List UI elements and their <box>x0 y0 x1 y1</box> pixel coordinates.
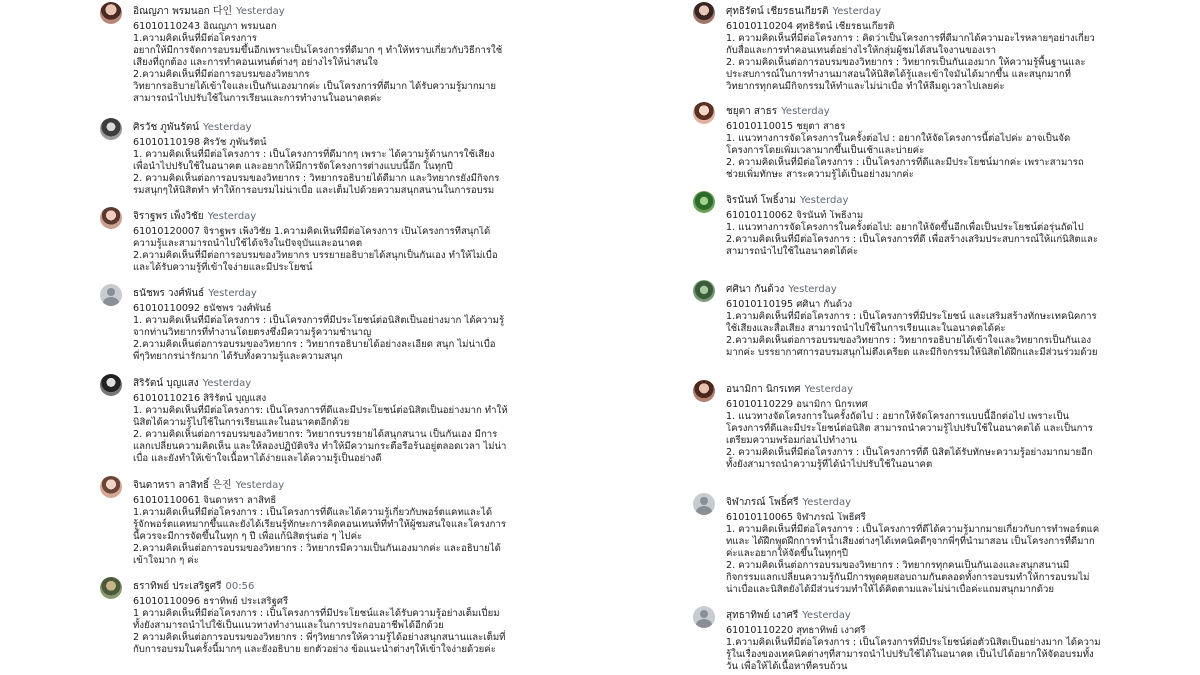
user-avatar[interactable] <box>693 102 715 124</box>
comment-time[interactable]: Yesterday <box>236 6 285 17</box>
comment-time[interactable]: Yesterday <box>207 211 257 222</box>
comment-author[interactable]: สิริรัตน์ บุญแสง <box>133 378 199 389</box>
comment-author[interactable]: ศศินา กันด้วง <box>726 284 785 295</box>
comment-time[interactable]: Yesterday <box>788 284 837 295</box>
comment-time[interactable]: Yesterday <box>208 288 257 299</box>
comment-author[interactable]: จิรนันท์ โพธิ์งาม <box>726 195 796 206</box>
comment-text: 61010110015 ชยุตา สาธร 1. แนวทางการจัดโครงการในครั้งต่อไป : อยากให้จัดโครงการนี้ต่อไปค่ะ อาจเป็นจัดโครงการโดยเพิ่มเวลามากขึ้นเป็นเช้าและบ่ายค่ะ 2. ความคิดเห็นที่มีต่อโครงการ : เป็นโครงการที่ดีและมีประโยชน์มากค่ะ เพราะสามารถช่วยเพิ่มทักษะ สาระความรู้ได้เป็นอย่างมากค่ะ <box>726 121 1084 180</box>
user-avatar[interactable] <box>100 577 122 599</box>
user-avatar[interactable] <box>100 2 122 24</box>
comment-text: 61010110216 สิริรัตน์ บุญแสง 1. ความคิดเห็นที่มีต่อโครงการ: เป็นโครงการที่ดีและมีประโยชน์ต่อนิสิตเป็นอย่างมาก ทำให้นิสิตได้ความรู้ไปใช้ในการเรียนและในอนาคตอีกด้วย 2. ความคิดเห็นต่อการอบรมของวิทยากร: วิทยากรบรรยายได้สนุกสนาน เป็นกันเอง มีการแลกเปลี่ยนความคิดเห็น และให้ลองปฏิบัติจริง ทำให้มีความกระตือรือร้นอยู่ตลอดเวลา ไม่น่าเบื่อ และยังทำให้เข้าใจเนื้อหาได้ง่ายและได้ความรู้เป็นอย่างดี <box>133 393 508 464</box>
comment-time[interactable]: Yesterday <box>203 122 252 133</box>
user-avatar[interactable] <box>693 280 715 302</box>
user-avatar[interactable] <box>693 191 715 213</box>
comment-author[interactable]: จิราฐพร เพ็งวิชัย <box>133 211 204 222</box>
comment-author[interactable]: ธราทิพย์ ประเสริฐศรี <box>133 581 222 592</box>
comment-time[interactable]: 00:56 <box>225 581 255 592</box>
comment-author[interactable]: ศิรวัช ภูพันรัตน์ <box>133 122 200 133</box>
comment-text: 61010110229 อนามิกา นิกรเทศ 1. แนวทางจัดโครงการในครั้งถัดไป : อยากให้จัดโครงการแบบนี้อีกต่อไป เพราะเป็นโครงการที่ดีและมีประโยชน์ต่อนิสิต สามารถนำความรู้ไปปรับใช้ในอนาคตได้ และเป็นการเตรียมความพร้อมก่อนไปทำงาน 2. ความคิดเห็นที่มีต่อโครงการ : เป็นโครงการที่ดี นิสิตได้รับทักษะความรู้อย่างมากมายอีกทั้งยังสามารถนำความรู้ที่ได้นำไปปรับใช้ในอนาคต <box>726 399 1093 470</box>
comment-author[interactable]: จินดาหรา ลาสิทธิ์ 은진 <box>133 480 232 491</box>
comment-text: 61010110096 ธราทิพย์ ประเสริฐศรี 1 ความคิดเห็นที่มีต่อโครงการ : เป็นโครงการที่มีประโยชน์และได้รับความรู้อย่างเต็มเปี่ยม ทั้งยังสามารถนำไปใช้เป็นแนวทางทำงานและในการประกอบอาชีพได้อีกด้วย 2 ความคิดเห็นต่อการอบรมของวิทยากร : พี่ๆวิทยากรให้ความรู้ได้อย่างสนุกสนานและเต็มที่กับการอบรมในครั้งนี้มากๆ และยังอธิบาย ยกตัวอย่าง ข้อแนะนำต่างๆให้เข้าใจง่ายด้วยค่ะ <box>133 596 506 655</box>
comment-time[interactable]: Yesterday <box>235 480 285 491</box>
comment-time[interactable]: Yesterday <box>802 497 852 508</box>
comment-author[interactable]: ชยุตา สาธร <box>726 106 778 117</box>
comment-time[interactable]: Yesterday <box>799 195 849 206</box>
user-avatar[interactable] <box>100 476 122 498</box>
comment-time[interactable]: Yesterday <box>202 378 252 389</box>
comment-author[interactable]: จิฬาภรณ์ โพธิ์ศรี <box>726 497 799 508</box>
comment-author[interactable]: ธนัชพร วงศ์พันธ์ <box>133 288 205 299</box>
comment-time[interactable]: Yesterday <box>781 106 830 117</box>
comment-text: 61010110092 ธนัชพร วงศ์พันธ์ 1. ความคิดเห็นที่มีต่อโครงการ : เป็นโครงการที่มีประโยชน์ต่อนิสิตเป็นอย่างมาก ได้ความรู้จากท่านวิทยากรที่ทำงานโดยตรงซึ่งมีความรู้ความชำนาญ 2.ความคิดเห็นต่อการอบรมของวิทยากร : วิทยากรอธิบายได้อย่างละเอียด สนุก ไม่น่าเบื่อ พี่ๆวิทยากรน่ารักมาก ได้รับทั้งความรู้และความสนุก <box>133 303 505 362</box>
comment-text: 61010110198 ศิรวัช ภูพันรัตน์ 1. ความคิดเห็นที่มีต่อโครงการ : เป็นโครงการที่ดีมากๆ เพราะ ได้ความรู้ด้านการใช้เสียงเพื่อนำไปปรับใช้ในอนาคต และอยากให้มีการจัดโครงการต่างแบบนี้อีก ในทุกปี 2. ความคิดเห็นต่อการอบรมของวิทยากร : วิทยากรอธิบายได้ดีมาก และวิทยากรยังมีกิจกรรมสนุกๆให้นิสิตทำ ทำให้การอบรมไม่น่าเบื่อ และเต็มไปด้วยความสนุกสนานในการอบรม <box>133 137 500 196</box>
comment-text: 61010110195 ศศินา กันด้วง 1.ความคิดเห็นที่มีต่อโครงการ : เป็นโครงการที่มีประโยชน์ และเสริมสร้างทักษะเทคนิคการใช้เสียงและสื่อเสียง สามารถนำไปใช้ในการเรียนและในอนาคตได้ค่ะ 2.ความคิดเห็นต่อการอบรมของวิทยากร : วิทยากรอธิบายได้เข้าใจและวิทยากรเป็นกันเองมากค่ะ บรรยากาศการอบรมสนุกไม่ตึงเครียด และมีกิจกรรมให้นิสิตได้ฝึกและมีส่วนร่วมด้วย <box>726 299 1098 358</box>
user-avatar[interactable] <box>100 374 122 396</box>
comment-author[interactable]: ศุทธิรัตน์ เชียรธนเกียรติ <box>726 6 829 17</box>
comment-text: 61010120007 จิราฐพร เพ็งวิชัย 1.ความคิดเห็นที่มีต่อโครงการ เป็นโครงการที่สนุกได้ความรู้และสามารถนำไปใช้ได้จริงในปัจจุบันและอนาคต 2.ความคิดเห็นที่มีต่อการอบรมของวิทยากร บรรยายอธิบายได้สนุกเป็นกันเอง ทำให้ไม่เบื่อและได้รับความรู้ที่เข้าใจง่ายและมีประโยชน์ <box>133 226 498 273</box>
comment-text: 61010110243 อิณญภา พรมนอก 1.ความคิดเห็นที่มีต่อโครงการ อยากให้มีการจัดการอบรมขึ้นอีกเพราะเป็นโครงการที่ดีมาก ๆ ทำให้ทราบเกี่ยวกับวิธีการใช้เสียงที่ถูกต้อง และการทำคอนเทนต์ต่างๆ อย่างไรให้น่าสนใจ 2.ความคิดเห็นที่มีต่อการอบรมของวิทยากร วิทยากรอธิบายได้เข้าใจและเป็นกันเองมากค่ะ เป็นโครงการที่ดีมาก ได้รับความรู้มากมาย สามารถนำไปปรับใช้ในการเรียนและการทำงานในอนาคตค่ะ <box>133 21 503 104</box>
comment-text: 61010110204 ศุทธิรัตน์ เชียรธนเกียรติ 1. ความคิดเห็นที่มีต่อโครงการ : คิดว่าเป็นโครงการที่ดีมากได้ความอะไรหลายๆอย่างเกี่ยวกับสื่อและการทำคอนเทนต์อย่างไรให้กลุ่มผู้ชมได้สนใจงานของเรา 2. ความคิดเห็นต่อการอบรมของวิทยากร : วิทยากรเป็นกันเองมาก ให้ความรู้พื้นฐานและประสบการณ์ในการทำงานมาสอนให้นิสิตได้รู้และเข้าใจมันได้มากขึ้น และสนุกมากที่วิทยากรทุกคนมีกิจกรรมให้ทำและไม่น่าเบื่อ ทำให้ลืมดูเวลาไปเลยค่ะ <box>726 21 1095 92</box>
comment-text: 61010110065 จิฬาภรณ์ โพธิ์ศรี 1. ความคิดเห็นที่มีต่อโครงการ : เป็นโครงการที่ดีได้ความรู้มากมายเกี่ยวกับการทำพอร์ตแคทและ ได้ฝึกพูดฝึกการทำน้ำเสียงต่างๆได้เทคนิคดีๆจากพี่ๆที่นำมาสอน เป็นโครงการที่ดีมากค่ะและอยากให้จัดขึ้นในทุกๆปี 2. ความคิดเห็นต่อการอบรมของวิทยากร : วิทยากรทุกคนเป็นกันเองและสนุกสนานมีกิจกรรมแลกเปลี่ยนความรู้กันมีการพูดคุยสอบถามกันตลอดทั้งการอบรมทำให้การอบรมไม่น่าเบื่อและนิสิตยังได้มีส่วนร่วมทำให้ได้คิดตามและไม่น่าเบื่อค่ะแถมสนุกมากด้วย <box>726 512 1100 595</box>
user-avatar[interactable] <box>100 207 122 229</box>
user-avatar[interactable] <box>693 2 715 24</box>
comment-text: 61010110220 สุทธาทิพย์ เงาศรี 1.ความคิดเห็นที่มีต่อโครงการ : เป็นโครงการที่มีประโยชน์ต่อตัวนิสิตเป็นอย่างมาก ได้ความรู้ในเรื่องของเทคนิคต่างๆที่สามารถนำไปปรับใช้ได้ในอนาคต เป็นไปได้อยากให้จัดอบรมทั้งวัน เพื่อให้ได้เนื้อหาที่ครบถ้วน <box>726 625 1101 672</box>
comment-time[interactable]: Yesterday <box>804 384 854 395</box>
comment-author[interactable]: อนามิกา นิกรเทศ <box>726 384 801 395</box>
default-avatar-icon[interactable] <box>693 606 715 628</box>
comment-author[interactable]: สุทธาทิพย์ เงาศรี <box>726 610 799 621</box>
comment-text: 61010110062 จิรนันท์ โพธิ์งาม 1. แนวทางการจัดโครงการในครั้งต่อไป: อยากให้จัดขึ้นอีกเพื่อเป็นประโยชน์ต่อรุ่นถัดไป 2.ความคิดเห็นที่มีต่อโครงการ : เป็นโครงการที่ดี เพื่อสร้างเสริมประสบการณ์ให้แก่นิสิตและสามารถนำไปใช้ในอนาคตได้ค่ะ <box>726 210 1099 257</box>
comment-author[interactable]: อิณญภา พรมนอก 다인 <box>133 6 233 17</box>
user-avatar[interactable] <box>100 118 122 140</box>
default-avatar-icon[interactable] <box>693 493 715 515</box>
user-avatar[interactable] <box>693 380 715 402</box>
default-avatar-icon[interactable] <box>100 284 122 306</box>
comment-text: 61010110061 จินดาหรา ลาสิทธิ์ 1.ความคิดเห็นที่มีต่อโครงการ : เป็นโครงการที่ดีและได้ความรู้เกี่ยวกับพอร์ตแคทและได้รู้จักพอร์ตแคทมากขึ้นและยังได้เรียนรู้ทักษะการคิดคอนเทนท์ที่ทำให้ผู้ชมสนใจและโครงการนี้ควรจะมีการจัดขึ้นในทุก ๆ ปี เพื่อแก้นิสิตรุ่นต่อ ๆ ไปค่ะ 2.ความคิดเห็นต่อการอบรมของวิทยากร : วิทยากรมีความเป็นกันเองมากค่ะ และอธิบายได้เข้าใจมาก ๆ ค่ะ <box>133 495 506 566</box>
comment-time[interactable]: Yesterday <box>802 610 851 621</box>
comment-time[interactable]: Yesterday <box>832 6 882 17</box>
